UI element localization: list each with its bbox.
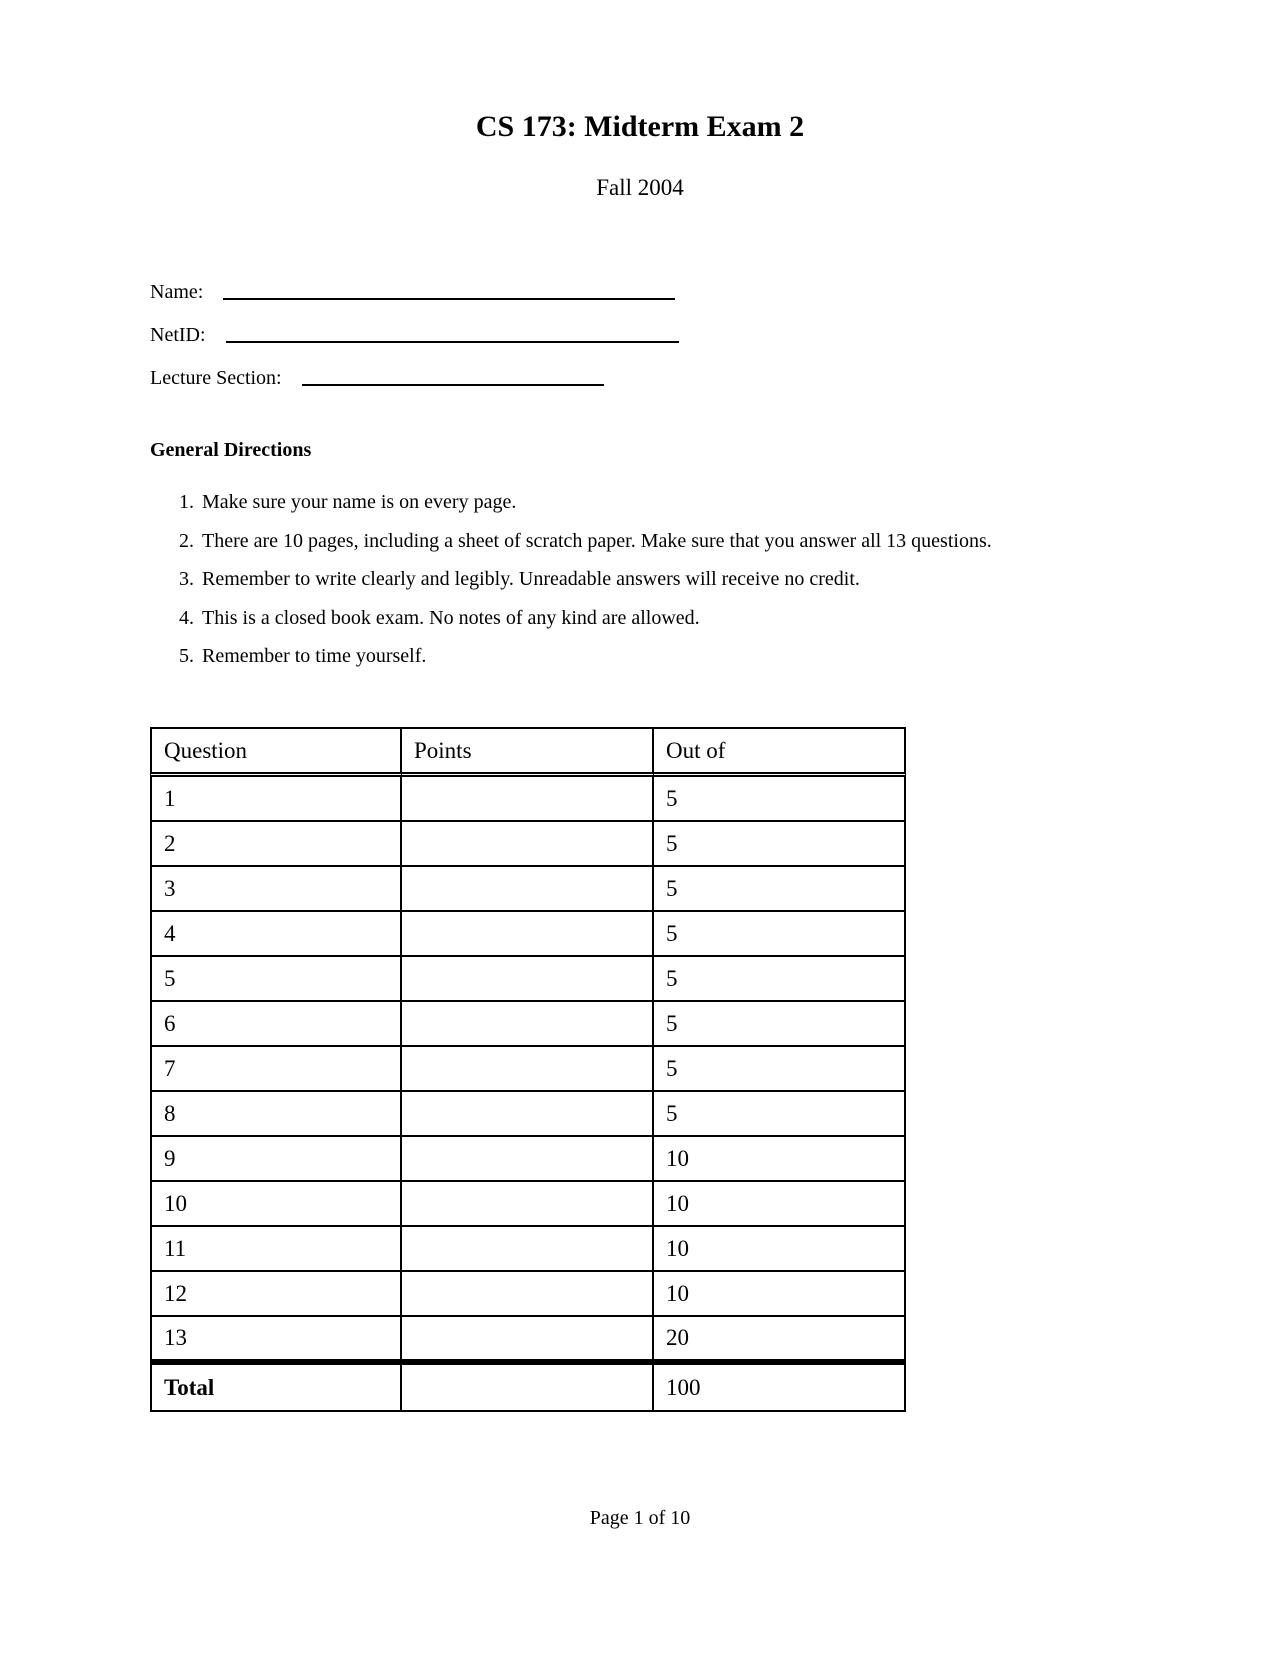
question-cell: 12	[150, 1272, 402, 1317]
lecture-section-label: Lecture Section:	[150, 367, 282, 389]
question-cell: 5	[150, 957, 402, 1002]
exam-term: Fall 2004	[596, 175, 684, 200]
table-row	[150, 1137, 906, 1182]
direction-number: 4.	[179, 606, 194, 629]
total-label: Total	[150, 1362, 402, 1412]
table-row	[150, 1227, 906, 1272]
points-cell[interactable]	[402, 1182, 654, 1227]
direction-text: This is a closed book exam. No notes of any kind are allowed.	[202, 606, 700, 629]
table-row	[150, 1092, 906, 1137]
exam-title: CS 173: Midterm Exam 2	[475, 110, 805, 143]
direction-number: 2.	[179, 529, 194, 552]
direction-text: Make sure your name is on every page.	[202, 491, 517, 513]
table-row	[150, 1317, 906, 1362]
out-of-cell: 5	[654, 777, 906, 822]
question-cell: 8	[150, 1092, 402, 1137]
out-of-cell: 10	[654, 1272, 906, 1317]
table-row	[150, 867, 906, 912]
question-cell: 11	[150, 1227, 402, 1272]
direction-item	[150, 567, 992, 606]
netid-blank-line[interactable]	[226, 341, 679, 343]
out-of-cell: 5	[654, 1092, 906, 1137]
direction-number: 1.	[179, 491, 194, 513]
lecture-section-blank-line[interactable]	[302, 384, 604, 386]
name-label: Name:	[150, 281, 204, 303]
general-directions-heading: General Directions	[150, 439, 312, 461]
question-cell: 1	[150, 777, 402, 822]
direction-number: 5.	[179, 645, 194, 667]
points-cell[interactable]	[402, 1092, 654, 1137]
total-out-of-cell: 100	[654, 1362, 906, 1412]
name-blank-line[interactable]	[223, 298, 675, 300]
out-of-cell: 5	[654, 1047, 906, 1092]
netid-label: NetID:	[150, 324, 206, 346]
points-cell[interactable]	[402, 912, 654, 957]
out-of-cell: 5	[654, 1002, 906, 1047]
total-row	[150, 1362, 906, 1412]
netid-field	[150, 323, 679, 347]
points-cell[interactable]	[402, 1002, 654, 1047]
table-row	[150, 1182, 906, 1227]
out-of-cell: 5	[654, 822, 906, 867]
question-cell: 4	[150, 912, 402, 957]
page-number: Page 1 of 10	[589, 1507, 691, 1529]
direction-number: 3.	[179, 568, 194, 590]
points-cell[interactable]	[402, 777, 654, 822]
direction-text: Remember to time yourself.	[202, 645, 427, 667]
out-of-cell: 5	[654, 957, 906, 1002]
out-of-cell: 5	[654, 867, 906, 912]
total-points-cell[interactable]	[402, 1362, 654, 1412]
points-cell[interactable]	[402, 957, 654, 1002]
question-cell: 2	[150, 822, 402, 867]
question-cell: 3	[150, 867, 402, 912]
out-of-cell: 5	[654, 912, 906, 957]
table-row	[150, 1002, 906, 1047]
column-header-out-of: Out of	[654, 727, 906, 777]
direction-text: There are 10 pages, including a sheet of scratch paper. Make sure that you answer all 13 questions.	[202, 529, 992, 552]
question-cell: 10	[150, 1182, 402, 1227]
question-cell: 7	[150, 1047, 402, 1092]
direction-item	[150, 490, 992, 529]
direction-item	[150, 529, 992, 568]
points-cell[interactable]	[402, 1272, 654, 1317]
out-of-cell: 10	[654, 1137, 906, 1182]
question-cell: 9	[150, 1137, 402, 1182]
table-row	[150, 822, 906, 867]
column-header-points: Points	[402, 727, 654, 777]
question-cell: 6	[150, 1002, 402, 1047]
table-row	[150, 957, 906, 1002]
out-of-cell: 20	[654, 1317, 906, 1362]
directions-list	[150, 490, 992, 683]
table-row	[150, 1047, 906, 1092]
out-of-cell: 10	[654, 1182, 906, 1227]
points-cell[interactable]	[402, 822, 654, 867]
question-cell: 13	[150, 1317, 402, 1362]
points-cell[interactable]	[402, 1047, 654, 1092]
direction-item	[150, 644, 992, 683]
score-table-header-row	[150, 727, 906, 777]
points-cell[interactable]	[402, 1137, 654, 1182]
column-header-question: Question	[150, 727, 402, 777]
lecture-section-field	[150, 366, 604, 390]
name-field	[150, 280, 675, 304]
points-cell[interactable]	[402, 1317, 654, 1362]
out-of-cell: 10	[654, 1227, 906, 1272]
points-cell[interactable]	[402, 1227, 654, 1272]
direction-text: Remember to write clearly and legibly. Unreadable answers will receive no credit.	[202, 568, 860, 590]
table-row	[150, 777, 906, 822]
table-row	[150, 912, 906, 957]
score-table	[150, 727, 906, 1412]
direction-item	[150, 606, 992, 645]
points-cell[interactable]	[402, 867, 654, 912]
table-row	[150, 1272, 906, 1317]
